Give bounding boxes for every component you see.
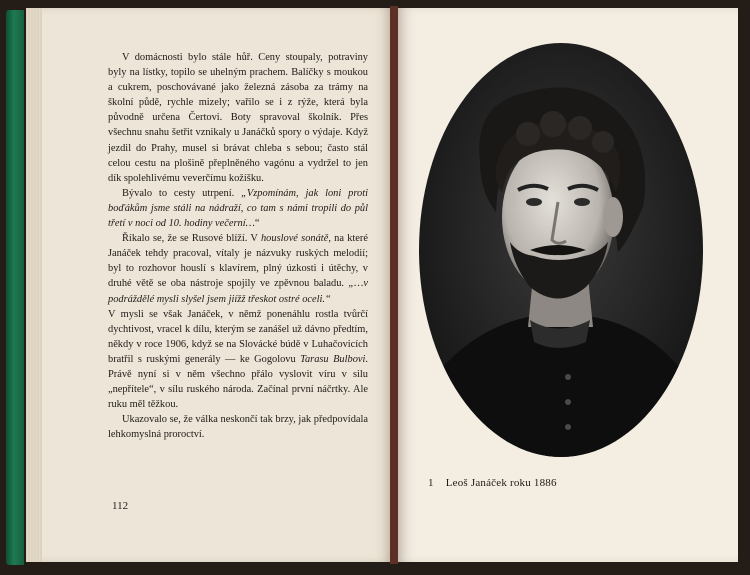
italic-text: houslové sonátě (260, 233, 329, 245)
text-run: V mysli se však Janáček, v němž ponenáhlu rostla tvůrčí dychtivost, vracel k dílu, kterým se zanášel už dávno předtím, někdy v roce 1906, když se na Slovácké búdě v Luhačovicích bratřil s ruskými generály — ke Gogolovu (108, 308, 368, 365)
page-number: 112 (112, 500, 129, 512)
text-run: “ (254, 218, 260, 230)
paragraph (108, 412, 368, 442)
book-cover-edge (6, 10, 24, 565)
text-run: , na které Janáček tehdy pracoval, vítaly je názvuky ruských melodií; byl to rozhovor houslí s klavírem, plný úzkosti i útěchy, v druhé větě se oba nástroje spojily ve zpěvnou baladu. (108, 233, 368, 290)
page-stack-edge (26, 8, 42, 562)
body-text (108, 50, 368, 442)
text-run: V domácnosti bylo stále hůř. Ceny stoupaly, potraviny byly na lístky, topilo se uhelným prachem. Balíčky s moukou a cukrem, poschovávané jako železná zásoba za trámy na školní půdě, rychle mizely; vařilo se i z rýže, která byla původně určena Čertovi. Boty spravoval školník. Přes všechnu snahu šetřit vznikaly u Janáčků spory o výdaje. Když jezdil do Prahy, musel si brávat chleba s sebou; často stál celou cestu na plošině přeplněného vagónu a vydržel to jen dík spolehlivému veverčímu kožíšku. (108, 52, 368, 184)
figure-caption (428, 477, 557, 489)
figure-number: 1 (428, 477, 434, 489)
italic-text: Tarasu Bulbovi (300, 353, 366, 365)
italic-text: „…v podráždělé mysli slyšel jsem jiížž třeskot ostré oceli.“ (108, 278, 368, 305)
paragraph (108, 50, 368, 186)
caption-text: Leoš Janáček roku 1886 (445, 477, 557, 489)
paragraph (108, 186, 368, 231)
paragraph (108, 231, 368, 306)
portrait-photo (418, 42, 704, 458)
text-run: Říkalo se, že se Rusové blíží. V (122, 233, 261, 245)
text-run: . Právě nyní si v něm všechno přálo vyslovit víru v silu „nepřítele“, v sílu ruského národa. Začínal první náčrtky. Ale ruku měl těžkou. (108, 353, 368, 411)
text-run: Ukazovalo se, že válka neskončí tak brzy, jak předpovídala lehkomyslná proroctví. (108, 414, 368, 441)
book-gutter (390, 6, 398, 564)
paragraph (108, 307, 368, 413)
italic-text: „Vzpomínám, jak loni proti boďákům jsme stáli na nádraží, co tam s námi tropili do půl třetí v noci od 10. hodiny večerní… (108, 187, 369, 230)
text-run: Bývalo to cesty utrpení. (122, 187, 242, 199)
